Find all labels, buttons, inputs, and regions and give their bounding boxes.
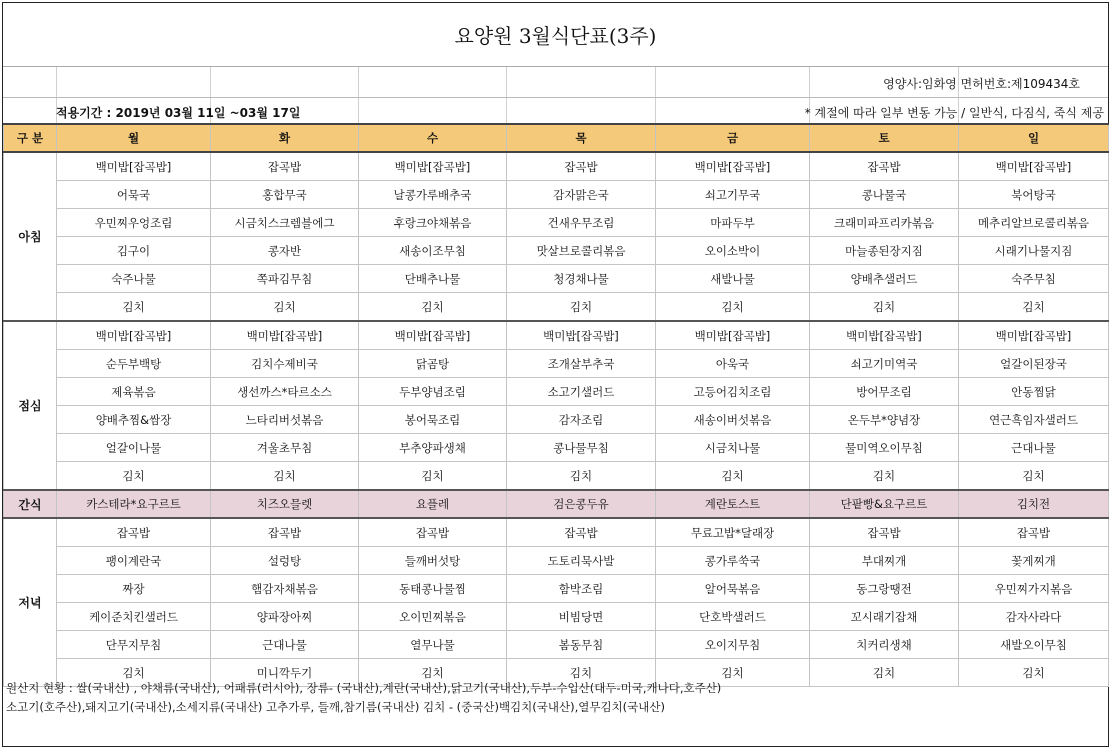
menu-item: 양파장아찌 [211, 603, 359, 631]
table-row [4, 209, 1109, 237]
meal-table [3, 123, 1109, 687]
menu-item: 백미밥[잡곡밥] [810, 321, 959, 350]
menu-item: 콩가루쑥국 [656, 547, 810, 575]
table-row [4, 434, 1109, 462]
menu-item: 겨울초무침 [211, 434, 359, 462]
menu-item: 마늘종된장지짐 [810, 237, 959, 265]
menu-item: 오이지무침 [656, 631, 810, 659]
menu-item: 김치 [57, 659, 211, 687]
dietitian-info: 영양사:임화영 면허번호:제109434호 [883, 77, 1080, 91]
menu-item: 두부양념조림 [359, 378, 507, 406]
meal-label: 간식 [4, 490, 57, 518]
menu-item: 느타리버섯볶음 [211, 406, 359, 434]
table-row [4, 237, 1109, 265]
table-row [4, 152, 1109, 181]
menu-item: 생선까스*타르소스 [211, 378, 359, 406]
menu-item: 홍합무국 [211, 181, 359, 209]
menu-item: 김치 [211, 293, 359, 322]
menu-item: 김치 [810, 462, 959, 491]
menu-item: 쪽파김무침 [211, 265, 359, 293]
header-category: 구 분 [4, 124, 57, 152]
menu-item: 팽이계란국 [57, 547, 211, 575]
menu-item: 김치 [211, 462, 359, 491]
menu-item: 잡곡밥 [57, 518, 211, 547]
menu-item: 양배추찜&쌈장 [57, 406, 211, 434]
menu-item: 치커리생채 [810, 631, 959, 659]
table-row [4, 631, 1109, 659]
table-row [4, 490, 1109, 518]
menu-item: 김구이 [57, 237, 211, 265]
menu-item: 방어무조림 [810, 378, 959, 406]
menu-item: 시금치스크렘블에그 [211, 209, 359, 237]
menu-item: 김치 [359, 462, 507, 491]
meal-label: 저녁 [4, 518, 57, 687]
menu-item: 단호박샐러드 [656, 603, 810, 631]
meal-label: 아침 [4, 152, 57, 321]
menu-item: 제육볶음 [57, 378, 211, 406]
meta-row-dietitian [3, 67, 1108, 97]
menu-item: 김치 [959, 293, 1109, 322]
menu-item: 오이소박이 [656, 237, 810, 265]
menu-sheet [2, 2, 1109, 747]
table-row [4, 462, 1109, 491]
menu-item: 잡곡밥 [507, 518, 656, 547]
menu-item: 맛살브로콜리볶음 [507, 237, 656, 265]
menu-item: 온두부*양념장 [810, 406, 959, 434]
table-row [4, 378, 1109, 406]
menu-item: 북어탕국 [959, 181, 1109, 209]
header-day: 토 [810, 124, 959, 152]
menu-item: 감자조림 [507, 406, 656, 434]
meal-label: 점심 [4, 321, 57, 490]
menu-item: 잡곡밥 [959, 518, 1109, 547]
menu-item: 설렁탕 [211, 547, 359, 575]
menu-item: 단배추나물 [359, 265, 507, 293]
header-day: 금 [656, 124, 810, 152]
menu-item: 감자사라다 [959, 603, 1109, 631]
menu-item: 치즈오믈렛 [211, 490, 359, 518]
menu-item: 계란토스트 [656, 490, 810, 518]
menu-item: 날콩가루배추국 [359, 181, 507, 209]
table-row [4, 265, 1109, 293]
menu-item: 쇠고기무국 [656, 181, 810, 209]
table-row [4, 518, 1109, 547]
menu-item: 요플레 [359, 490, 507, 518]
menu-item: 함박조림 [507, 575, 656, 603]
menu-item: 우민찌가지볶음 [959, 575, 1109, 603]
menu-item: 부추양파생채 [359, 434, 507, 462]
menu-item: 콩나물국 [810, 181, 959, 209]
origin-line: 원산지 현황 : 쌀(국내산) , 야채류(국내산), 어패류(러시아), 장류- (국내산),계란(국내산),닭고기(국내산),두부-수입산(대두-미국,캐나다,호주산) [6, 681, 722, 695]
menu-item: 검은콩두유 [507, 490, 656, 518]
header-day: 수 [359, 124, 507, 152]
menu-item: 새송이조무침 [359, 237, 507, 265]
menu-item: 새송이버섯볶음 [656, 406, 810, 434]
menu-item: 김치 [810, 293, 959, 322]
menu-item: 콩나물무침 [507, 434, 656, 462]
menu-item: 백미밥[잡곡밥] [211, 321, 359, 350]
table-row [4, 406, 1109, 434]
menu-item: 순두부백탕 [57, 350, 211, 378]
menu-item: 김치 [57, 293, 211, 322]
table-row [4, 547, 1109, 575]
menu-item: 김치 [656, 293, 810, 322]
menu-item: 봄동무침 [507, 631, 656, 659]
menu-item: 양배추샐러드 [810, 265, 959, 293]
menu-item: 꽃게찌개 [959, 547, 1109, 575]
menu-item: 근대나물 [211, 631, 359, 659]
table-row [4, 181, 1109, 209]
menu-item: 연근흑임자샐러드 [959, 406, 1109, 434]
menu-item: 백미밥[잡곡밥] [959, 321, 1109, 350]
notice-text: * 계절에 따라 일부 변동 가능 / 일반식, 다짐식, 죽식 제공 [804, 106, 1104, 120]
menu-item: 잡곡밥 [810, 152, 959, 181]
menu-item: 잡곡밥 [359, 518, 507, 547]
menu-item: 동그랑땡전 [810, 575, 959, 603]
menu-item: 도토리묵사발 [507, 547, 656, 575]
menu-item: 미니깍두기 [211, 659, 359, 687]
menu-item: 안동찜닭 [959, 378, 1109, 406]
menu-item: 물미역오이무침 [810, 434, 959, 462]
menu-item: 오이민찌볶음 [359, 603, 507, 631]
menu-item: 카스테라*요구르트 [57, 490, 211, 518]
menu-item: 숙주나물 [57, 265, 211, 293]
header-day: 일 [959, 124, 1109, 152]
menu-item: 시래기나물지짐 [959, 237, 1109, 265]
menu-item: 백미밥[잡곡밥] [959, 152, 1109, 181]
menu-item: 고등어김치조림 [656, 378, 810, 406]
menu-item: 열무나물 [359, 631, 507, 659]
menu-item: 소고기샐러드 [507, 378, 656, 406]
menu-item: 김치수제비국 [211, 350, 359, 378]
menu-item: 동태콩나물찜 [359, 575, 507, 603]
menu-item: 봉어묵조림 [359, 406, 507, 434]
menu-item: 꼬시래기잡채 [810, 603, 959, 631]
menu-item: 건새우무조림 [507, 209, 656, 237]
table-row [4, 603, 1109, 631]
menu-item: 새발오이무침 [959, 631, 1109, 659]
menu-item: 새발나물 [656, 265, 810, 293]
menu-item: 무료고밥*달래장 [656, 518, 810, 547]
menu-item: 김치 [359, 293, 507, 322]
menu-item: 후랑크야채볶음 [359, 209, 507, 237]
menu-item: 김치 [959, 462, 1109, 491]
menu-item: 백미밥[잡곡밥] [57, 152, 211, 181]
menu-item: 콩자반 [211, 237, 359, 265]
menu-item: 백미밥[잡곡밥] [359, 321, 507, 350]
menu-item: 백미밥[잡곡밥] [507, 321, 656, 350]
menu-item: 단무지무침 [57, 631, 211, 659]
table-row [4, 293, 1109, 322]
menu-item: 근대나물 [959, 434, 1109, 462]
menu-item: 어묵국 [57, 181, 211, 209]
menu-item: 김치 [359, 659, 507, 687]
menu-item: 조개살부추국 [507, 350, 656, 378]
menu-item: 얼갈이나물 [57, 434, 211, 462]
menu-item: 김치 [507, 462, 656, 491]
menu-item: 잡곡밥 [810, 518, 959, 547]
menu-item: 우민찌우엉조림 [57, 209, 211, 237]
menu-item: 비빔당면 [507, 603, 656, 631]
menu-item: 들깨버섯탕 [359, 547, 507, 575]
menu-item: 부대찌개 [810, 547, 959, 575]
menu-item: 백미밥[잡곡밥] [57, 321, 211, 350]
menu-item: 잡곡밥 [211, 518, 359, 547]
menu-item: 김치 [656, 462, 810, 491]
menu-item: 얼갈이된장국 [959, 350, 1109, 378]
header-day: 월 [57, 124, 211, 152]
menu-item: 알어묵볶음 [656, 575, 810, 603]
menu-item: 쇠고기미역국 [810, 350, 959, 378]
menu-item: 짜장 [57, 575, 211, 603]
menu-item: 잡곡밥 [211, 152, 359, 181]
header-day: 목 [507, 124, 656, 152]
menu-item: 마파두부 [656, 209, 810, 237]
origin-info [3, 679, 1108, 717]
menu-item: 김치 [810, 659, 959, 687]
table-header [4, 124, 1109, 152]
menu-item: 김치 [656, 659, 810, 687]
menu-item: 숙주무침 [959, 265, 1109, 293]
page-title: 요양원 3월식단표(3주) [3, 3, 1108, 67]
menu-item: 햄감자채볶음 [211, 575, 359, 603]
menu-item: 청경채나물 [507, 265, 656, 293]
menu-item: 백미밥[잡곡밥] [359, 152, 507, 181]
origin-line: 소고기(호주산),돼지고기(국내산),소세지류(국내산) 고추가루, 들깨,참기름(국내산) 김치 - (중국산)백김치(국내산),열무김치(국내산) [6, 700, 665, 714]
menu-item: 케이준치킨샐러드 [57, 603, 211, 631]
menu-item: 단팥빵&요구르트 [810, 490, 959, 518]
menu-item: 감자맑은국 [507, 181, 656, 209]
menu-item: 크래미파프리카볶음 [810, 209, 959, 237]
menu-item: 김치 [507, 659, 656, 687]
menu-item: 백미밥[잡곡밥] [656, 152, 810, 181]
menu-item: 김치 [959, 659, 1109, 687]
table-row [4, 575, 1109, 603]
menu-item: 백미밥[잡곡밥] [656, 321, 810, 350]
applicable-period: 적용기간 : 2019년 03월 11일 ~03월 17일 [56, 106, 301, 120]
table-row [4, 350, 1109, 378]
menu-item: 잡곡밥 [507, 152, 656, 181]
header-day: 화 [211, 124, 359, 152]
menu-item: 메추리알브로콜리볶음 [959, 209, 1109, 237]
menu-item: 아욱국 [656, 350, 810, 378]
menu-item: 김치 [57, 462, 211, 491]
menu-item: 닭곰탕 [359, 350, 507, 378]
meta-row-period [3, 97, 1108, 123]
menu-item: 김치전 [959, 490, 1109, 518]
menu-item: 김치 [507, 293, 656, 322]
menu-item: 시금치나물 [656, 434, 810, 462]
table-row [4, 321, 1109, 350]
